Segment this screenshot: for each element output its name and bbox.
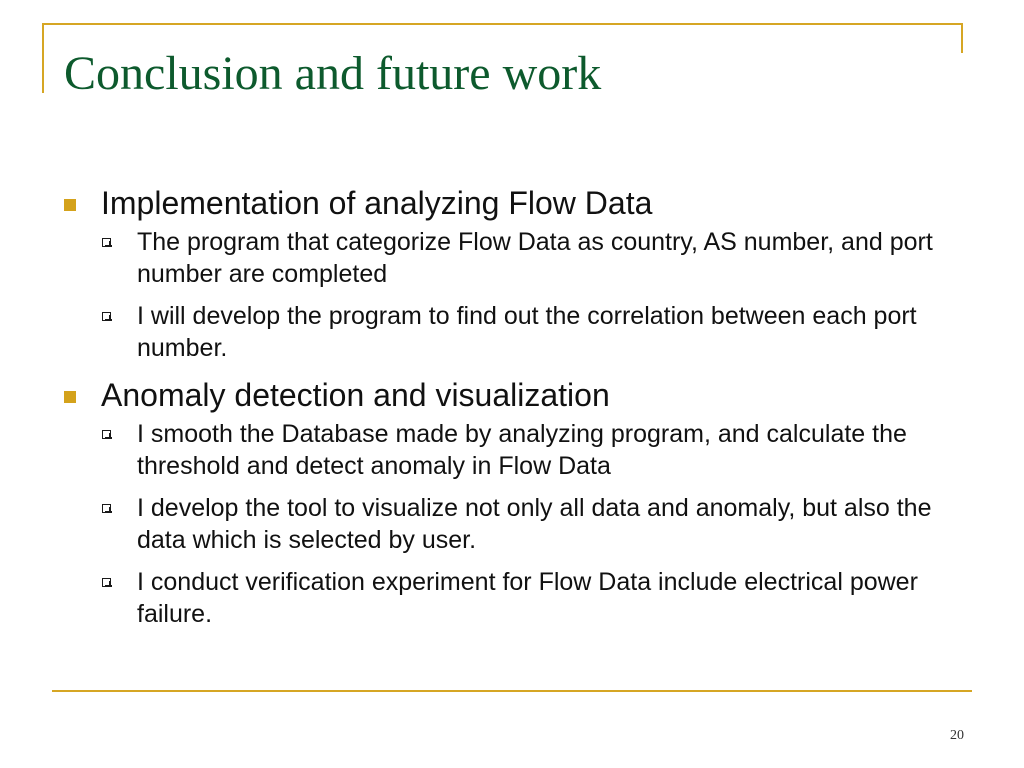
list-item (101, 226, 974, 290)
list-item (101, 492, 974, 556)
list-item-text: The program that categorize Flow Data as country, AS number, and port number are completed (137, 228, 933, 288)
hollow-square-bullet-icon (102, 578, 111, 587)
page-number: 20 (950, 728, 964, 743)
list-item-text: I will develop the program to find out the correlation between each port number. (137, 302, 917, 362)
hollow-square-bullet-icon (102, 312, 111, 321)
footer-divider (52, 690, 972, 692)
square-bullet-icon (64, 199, 76, 211)
square-bullet-icon (64, 391, 76, 403)
top-border-line (42, 23, 963, 25)
left-border-line (42, 23, 44, 93)
hollow-square-bullet-icon (102, 430, 111, 439)
sub-bullet-list (101, 418, 974, 630)
list-item (101, 300, 974, 364)
slide-content (64, 182, 974, 640)
sub-bullet-list (101, 226, 974, 364)
list-item (101, 418, 974, 482)
list-item-text: I smooth the Database made by analyzing program, and calculate the threshold and detect anomaly in Flow Data (137, 420, 907, 480)
hollow-square-bullet-icon (102, 238, 111, 247)
slide-title: Conclusion and future work (64, 47, 602, 100)
section-heading-text: Anomaly detection and visualization (101, 377, 610, 413)
right-border-line (961, 23, 963, 53)
list-item (101, 566, 974, 630)
section-heading-text: Implementation of analyzing Flow Data (101, 185, 653, 221)
section-heading (64, 374, 974, 416)
section-heading (64, 182, 974, 224)
hollow-square-bullet-icon (102, 504, 111, 513)
list-item-text: I develop the tool to visualize not only all data and anomaly, but also the data which is selected by user. (137, 494, 932, 554)
list-item-text: I conduct verification experiment for Flow Data include electrical power failure. (137, 568, 918, 628)
